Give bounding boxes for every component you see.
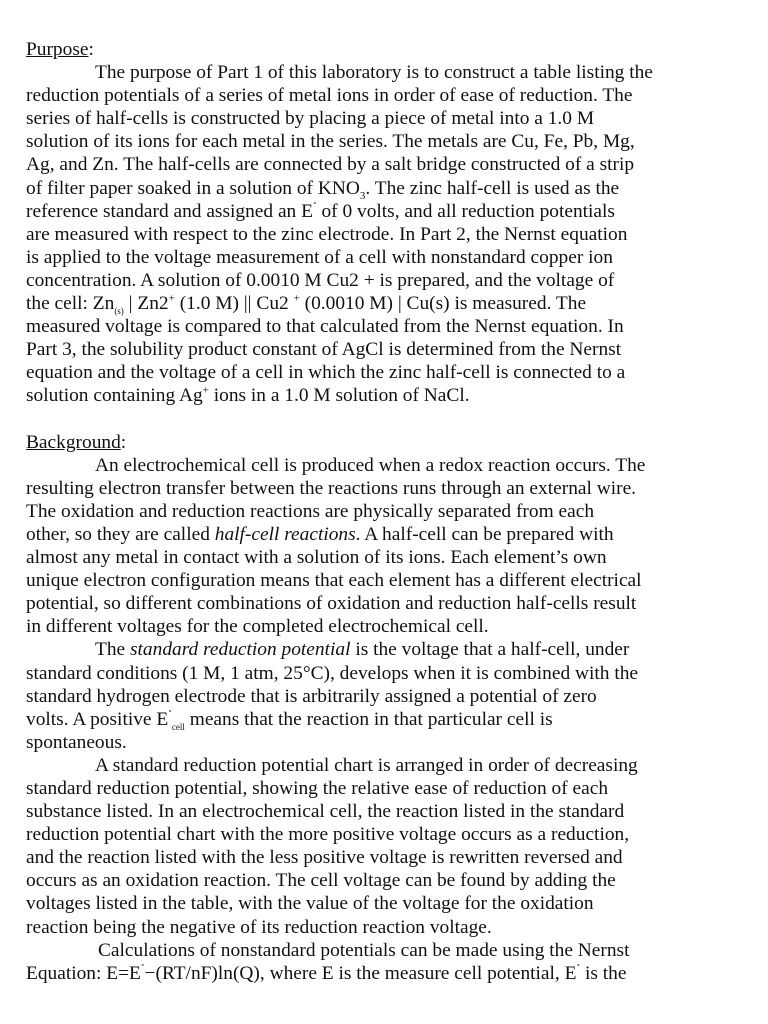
background-line: standard reduction potential, showing the relative ease of reduction of each [26,778,609,799]
paragraph-spacer [26,408,746,431]
background-line: in different voltages for the completed electrochemical cell. [26,616,489,638]
purpose-line: equation and the voltage of a cell in which the zinc half-cell is connected to a [26,362,626,384]
background-line: voltages listed in the table, with the value of the voltage for the oxidation [26,893,594,915]
background-heading [26,431,746,454]
background-line-nernst [26,962,746,985]
text-run: of 0 volts, and all reduction potentials [316,200,615,222]
purpose-line: Ag, and Zn. The half-cells are connected by a salt bridge constructed of a strip [26,154,635,176]
background-line: potential, so different combinations of oxidation and reduction half-cells result [26,593,637,615]
background-line: reaction being the negative of its reduction reaction voltage. [26,916,492,938]
text-run: (0.0010 M) | Cu(s) is measured. The [299,293,587,315]
subscript: (s) [114,305,124,316]
background-line: substance listed. In an electrochemical cell, the reaction listed in the standard [26,801,625,823]
subscript: cell [171,721,185,732]
text-run: other, so they are called [26,523,215,545]
italic-term: standard reduction potential [130,639,351,661]
text-run: is the [580,962,627,984]
background-line: Calculations of nonstandard potentials can be made using the Nernst [98,939,630,961]
text-run: | Zn2 [123,293,169,315]
purpose-line-e0 [26,200,746,223]
purpose-line: measured voltage is compared to that calculated from the Nernst equation. In [26,316,624,338]
purpose-heading [26,38,746,61]
background-line: and the reaction listed with the less positive voltage is rewritten reversed and [26,847,623,869]
document-page [26,38,746,985]
background-line: standard hydrogen electrode that is arbitrarily assigned a potential of zero [26,685,597,707]
text-run: (1.0 M) || Cu2 [174,293,294,315]
purpose-line-kno3 [26,177,746,200]
purpose-line: reduction potentials of a series of metal ions in order of ease of reduction. The [26,85,633,107]
text-run: of filter paper soaked in a solution of KNO [26,177,360,199]
superscript: + [168,292,175,305]
background-line: reduction potential chart with the more positive voltage occurs as a reduction, [26,824,630,846]
text-run: solution containing Ag [26,385,203,407]
text-run: Equation: E=E [26,962,141,984]
background-line: unique electron configuration means that each element has a different electrical [26,570,642,592]
text-run: volts. A positive E [26,708,169,730]
text-run: . A half-cell can be prepared with [355,523,614,545]
text-run: . The zinc half-cell is used as the [365,177,620,199]
purpose-heading-colon: : [88,39,94,60]
background-line: spontaneous. [26,731,127,753]
purpose-line: series of half-cells is constructed by placing a piece of metal into a 1.0 M [26,108,595,130]
background-line: occurs as an oxidation reaction. The cell voltage can be found by adding the [26,870,616,892]
background-line: almost any metal in contact with a solution of its ions. Each element’s own [26,547,607,569]
background-heading-text: Background [26,431,121,453]
superscript: ˚ [312,200,317,213]
superscript: ˚ [168,708,172,721]
purpose-line: are measured with respect to the zinc electrode. In Part 2, the Nernst equation [26,223,628,245]
background-line: resulting electron transfer between the reactions runs through an external wire. [26,477,637,499]
italic-term: half-cell reactions [214,523,356,545]
purpose-line-cell-notation [26,292,746,315]
text-run: The [95,639,130,661]
text-run: −(RT/nF)ln(Q), where E is the measure cell potential, E [144,962,577,984]
background-line: An electrochemical cell is produced when a redox reaction occurs. The [95,454,646,476]
purpose-line: solution of its ions for each metal in the series. The metals are Cu, Fe, Pb, Mg, [26,131,635,153]
purpose-line: The purpose of Part 1 of this laboratory is to construct a table listing the [95,62,653,84]
text-run: ions in a 1.0 M solution of NaCl. [208,385,470,407]
text-run: means that the reaction in that particular cell is [184,708,553,730]
background-heading-colon: : [120,431,127,453]
superscript: ˚ [576,962,581,975]
background-line: standard conditions (1 M, 1 atm, 25°C), develops when it is combined with the [26,662,639,684]
background-line-srp [26,638,746,661]
text-run: the cell: Zn [26,293,115,315]
purpose-line: concentration. A solution of 0.0010 M Cu2 + is prepared, and the voltage of [26,269,615,291]
superscript: ˚ [140,962,145,975]
superscript: + [202,384,209,397]
background-line: The oxidation and reduction reactions are physically separated from each [26,500,595,522]
superscript: + [293,292,300,305]
background-line-ecell [26,708,746,731]
text-run: is the voltage that a half-cell, under [350,639,630,661]
purpose-line: is applied to the voltage measurement of a cell with nonstandard copper ion [26,246,613,268]
purpose-heading-text: Purpose [26,39,89,60]
background-line-half-cell [26,523,746,546]
purpose-line-ag [26,384,746,407]
purpose-line: Part 3, the solubility product constant of AgCl is determined from the Nernst [26,339,622,361]
text-run: reference standard and assigned an E [26,200,313,222]
subscript: 3 [359,189,366,202]
background-line: A standard reduction potential chart is arranged in order of decreasing [95,754,638,776]
